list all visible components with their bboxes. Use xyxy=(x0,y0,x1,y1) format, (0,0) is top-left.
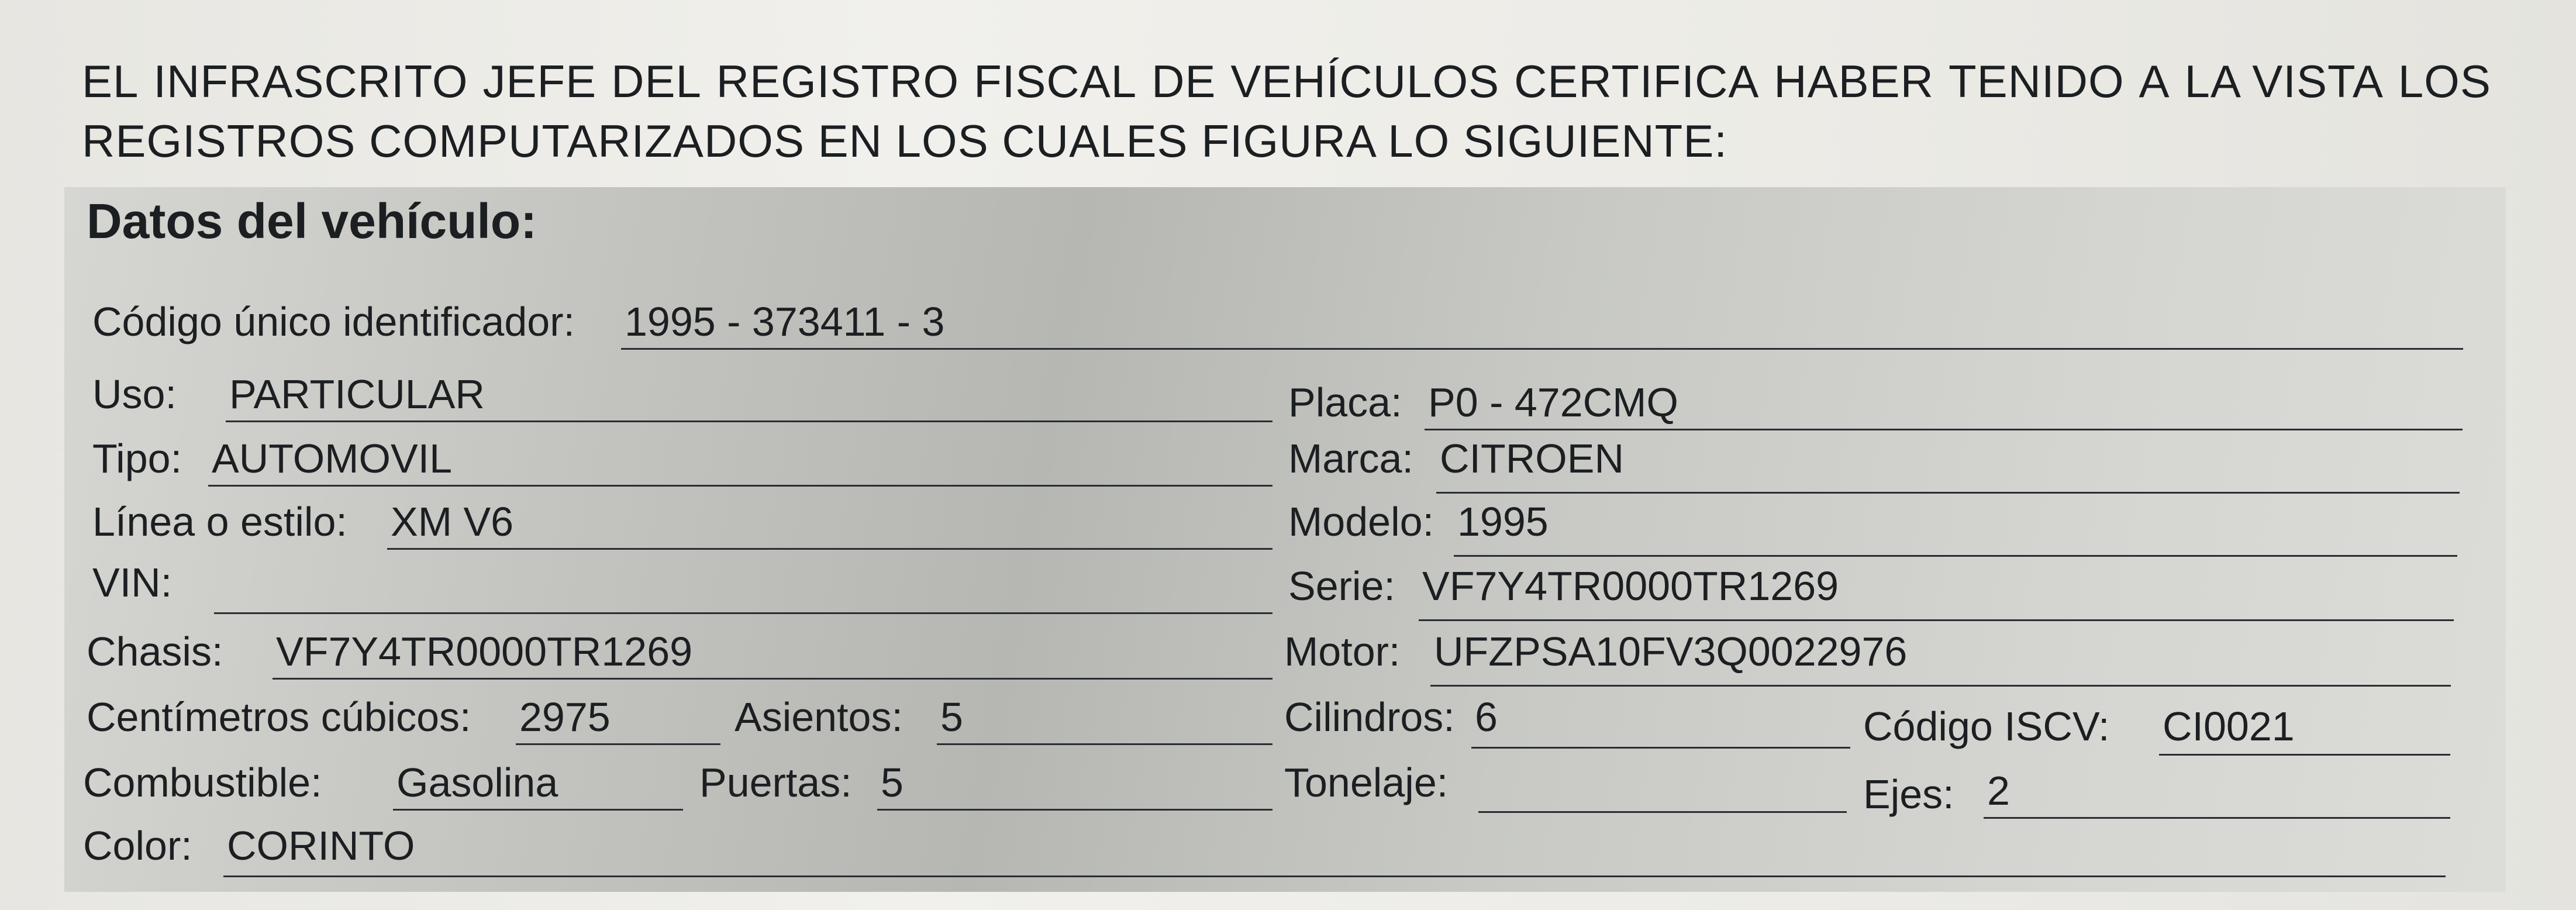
modelo-value: 1995 xyxy=(1457,499,1549,544)
cilindros-label: Cilindros: xyxy=(1284,694,1455,740)
placa-label: Placa: xyxy=(1288,380,1402,425)
row-cc-asientos-cilindros-iscv xyxy=(0,681,2576,749)
header-line-1: EL INFRASCRITO JEFE DEL REGISTRO FISCAL DE VEHÍCULOS CERTIFICA HABER TENIDO A LA VISTA LOS xyxy=(82,56,2491,107)
codigo-label: Código único identificador: xyxy=(92,299,575,344)
linea-label: Línea o estilo: xyxy=(92,499,347,544)
modelo-label: Modelo: xyxy=(1288,499,1434,544)
vin-underline xyxy=(214,612,1273,614)
row-chasis-motor xyxy=(0,615,2576,680)
combustible-label: Combustible: xyxy=(83,760,322,805)
color-label: Color: xyxy=(83,823,192,868)
chasis-label: Chasis: xyxy=(87,629,223,674)
header-line-2: REGISTROS COMPUTARIZADOS EN LOS CUALES FIGURA LO SIGUIENTE: xyxy=(82,115,1728,167)
ejes-value: 2 xyxy=(1987,768,2010,814)
uso-value: PARTICULAR xyxy=(229,371,485,417)
iscv-label: Código ISCV: xyxy=(1863,704,2110,749)
row-uso-placa xyxy=(0,358,2576,425)
puertas-label: Puertas: xyxy=(699,760,852,805)
cc-label: Centímetros cúbicos: xyxy=(87,694,471,740)
row-codigo xyxy=(0,285,2576,350)
motor-value: UFZPSA10FV3Q0022976 xyxy=(1434,629,1908,674)
chasis-underline xyxy=(273,678,1273,680)
motor-label: Motor: xyxy=(1284,629,1401,674)
row-combustible-puertas-tonelaje-ejes xyxy=(0,746,2576,817)
serie-label: Serie: xyxy=(1288,563,1395,609)
iscv-value: CI0021 xyxy=(2163,704,2295,749)
chasis-value: VF7Y4TR0000TR1269 xyxy=(276,629,693,674)
row-linea-modelo xyxy=(0,485,2576,550)
tipo-label: Tipo: xyxy=(92,436,182,481)
cilindros-value: 6 xyxy=(1475,694,1498,740)
color-underline xyxy=(223,875,2446,877)
tipo-value: AUTOMOVIL xyxy=(212,436,453,481)
tonelaje-label: Tonelaje: xyxy=(1284,760,1449,805)
vin-label: VIN: xyxy=(92,560,173,605)
combustible-value: Gasolina xyxy=(396,760,558,805)
asientos-label: Asientos: xyxy=(734,694,903,740)
marca-value: CITROEN xyxy=(1440,436,1624,481)
color-value: CORINTO xyxy=(227,823,415,868)
certification-header xyxy=(82,51,2491,171)
section-title: Datos del vehículo: xyxy=(87,194,537,249)
cc-underline xyxy=(516,743,720,745)
placa-value: P0 - 472CMQ xyxy=(1428,380,1678,425)
row-vin-serie xyxy=(0,550,2576,614)
uso-label: Uso: xyxy=(92,371,177,417)
serie-value: VF7Y4TR0000TR1269 xyxy=(1422,563,1839,609)
cc-value: 2975 xyxy=(519,694,611,740)
row-tipo-marca xyxy=(0,422,2576,487)
linea-value: XM V6 xyxy=(391,499,514,544)
row-color xyxy=(0,809,2576,874)
marca-label: Marca: xyxy=(1288,436,1413,481)
puertas-value: 5 xyxy=(881,760,904,805)
codigo-underline xyxy=(621,348,2463,350)
ejes-label: Ejes: xyxy=(1863,771,1954,817)
asientos-underline xyxy=(937,743,1273,745)
codigo-value: 1995 - 373411 - 3 xyxy=(625,299,945,344)
asientos-value: 5 xyxy=(940,694,963,740)
